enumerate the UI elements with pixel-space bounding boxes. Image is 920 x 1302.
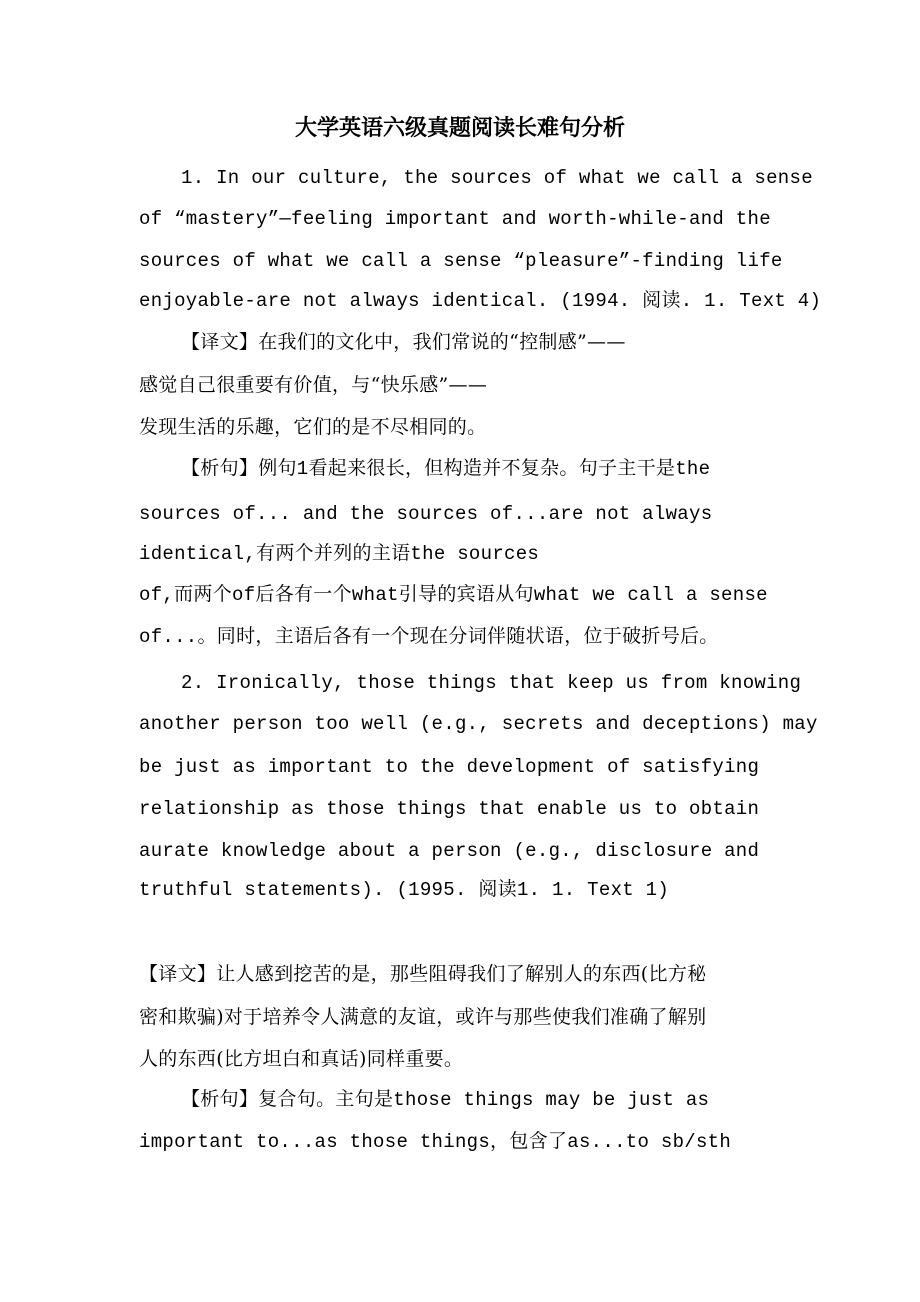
- translation-line: 【译文】让人感到挖苦的是，那些阻碍我们了解别人的东西(比方秘: [139, 963, 707, 985]
- translation-line: 密和欺骗)对于培养令人满意的友谊，或许与那些使我们准确了解别: [139, 1006, 707, 1028]
- analysis-line: sources of... and the sources of...are not always: [139, 503, 713, 525]
- text-line: 1. In our culture, the sources of what we call a sense: [181, 167, 813, 189]
- analysis-line: important to...as those things，包含了as...to sb/sth: [139, 1131, 732, 1153]
- translation-line: 人的东西(比方坦白和真话)同样重要。: [139, 1048, 464, 1070]
- text-line: 2. Ironically, those things that keep us from knowing: [181, 672, 802, 694]
- text-line: of “mastery”—feeling important and worth-while-and the: [139, 208, 771, 230]
- translation-line: 感觉自己很重要有价值，与“快乐感”——: [139, 374, 488, 396]
- analysis-line: of...。同时，主语后各有一个现在分词伴随状语，位于破折号后。: [139, 626, 719, 648]
- translation-line: 发现生活的乐趣，它们的是不尽相同的。: [139, 416, 487, 438]
- text-line: be just as important to the development of satisfying: [139, 756, 760, 778]
- text-line: relationship as those things that enable us to obtain: [139, 798, 760, 820]
- text-line: sources of what we call a sense “pleasure”-finding life: [139, 250, 783, 272]
- text-line: aurate knowledge about a person (e.g., disclosure and: [139, 840, 760, 862]
- text-line: another person too well (e.g., secrets and deceptions) may: [139, 713, 818, 735]
- analysis-line: of,而两个of后各有一个what引导的宾语从句what we call a sense: [139, 584, 768, 606]
- text-line: truthful statements). (1995. 阅读1. 1. Text 1): [139, 879, 670, 901]
- analysis-line: 【析句】例句1看起来很长，但构造并不复杂。句子主干是the: [181, 458, 711, 480]
- analysis-line: identical,有两个并列的主语the sources: [139, 543, 540, 565]
- analysis-line: 【析句】复合句。主句是those things may be just as: [181, 1089, 710, 1111]
- text-line: enjoyable-are not always identical. (1994. 阅读. 1. Text 4): [139, 290, 822, 312]
- page-title: 大学英语六级真题阅读长难句分析: [294, 115, 625, 141]
- translation-line: 【译文】在我们的文化中，我们常说的“控制感”——: [181, 331, 626, 353]
